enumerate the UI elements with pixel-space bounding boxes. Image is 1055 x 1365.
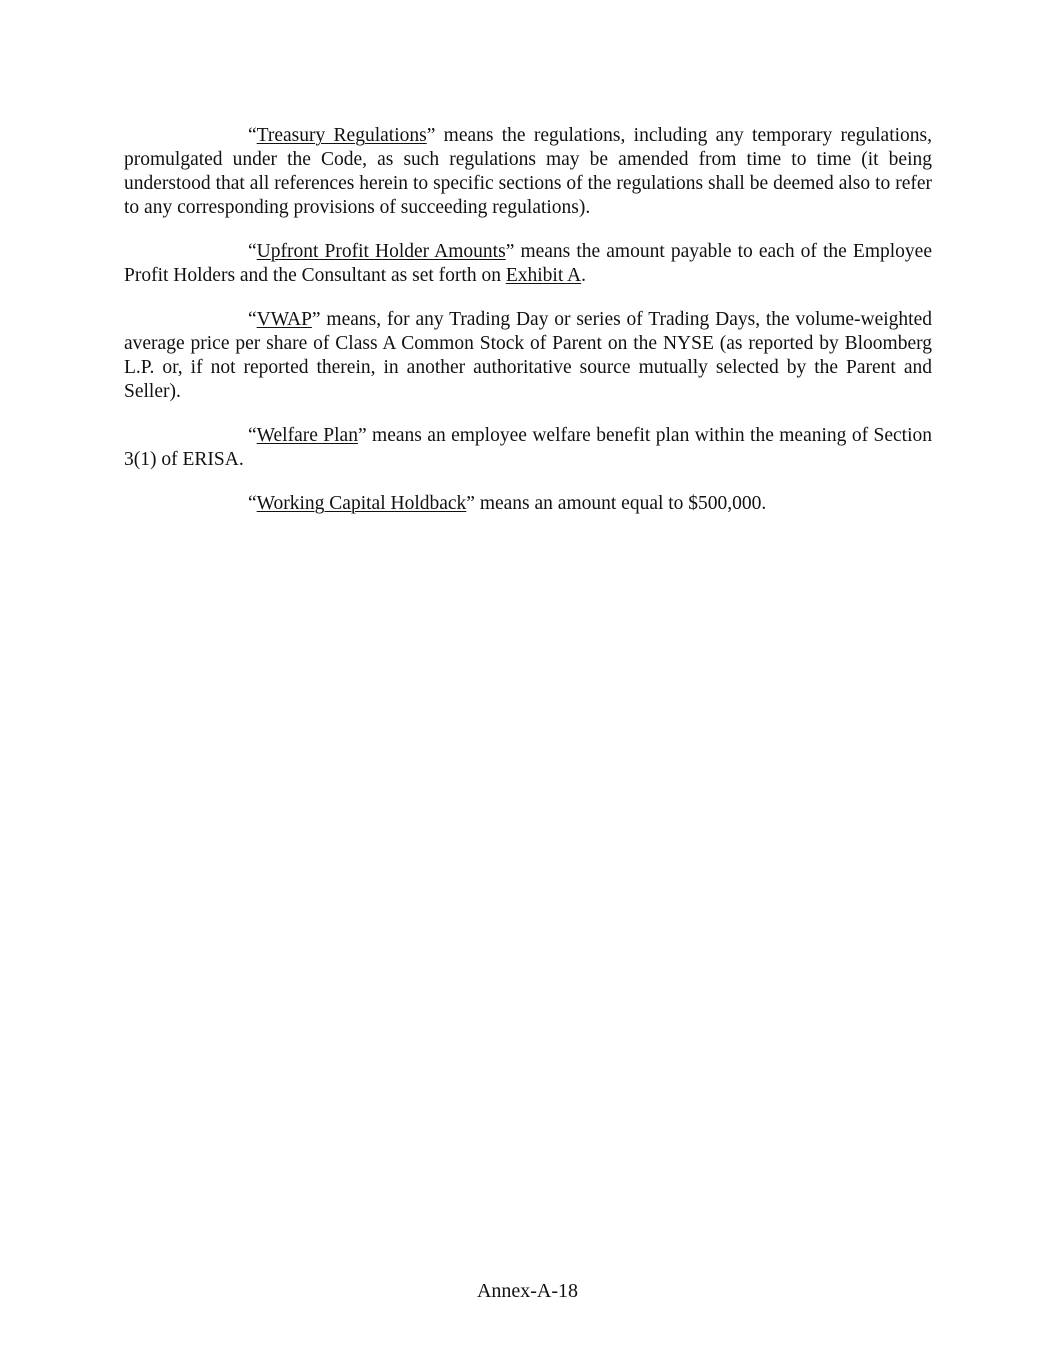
- definition-vwap: [124, 308, 932, 404]
- definition-working-capital-holdback: [124, 492, 932, 516]
- definition-tail: .: [581, 265, 586, 286]
- open-quote: “: [248, 493, 257, 514]
- open-quote: “: [248, 125, 257, 146]
- definition-text: ” means an amount equal to $500,000.: [466, 493, 767, 514]
- definition-text: ” means an employee welfare benefit plan within the meaning of Section 3(1) of ERISA.: [124, 425, 932, 470]
- defined-term: Upfront Profit Holder Amounts: [256, 241, 506, 262]
- open-quote: “: [248, 241, 257, 262]
- open-quote: “: [248, 425, 257, 446]
- definition-upfront-profit-holder-amounts: [124, 240, 932, 288]
- definition-text: ” means, for any Trading Day or series of Trading Days, the volume-weighted average price per share of Class A Common Stock of Parent on the NYSE (as reported by Bloomberg L.P. or, if not reported therein, in another authoritative source mutually selected by the Parent and Seller).: [124, 309, 932, 402]
- exhibit-reference: Exhibit A: [505, 265, 582, 286]
- defined-term: Working Capital Holdback: [256, 493, 467, 514]
- defined-term: VWAP: [256, 309, 312, 330]
- defined-term: Treasury Regulations: [256, 125, 427, 146]
- definition-welfare-plan: [124, 424, 932, 472]
- definitions-list: [124, 124, 932, 536]
- page-number: Annex-A-18: [476, 1280, 579, 1302]
- defined-term: Welfare Plan: [256, 425, 358, 446]
- definition-text: ” means the regulations, including any temporary regulations, promulgated under the Code, as such regulations may be amended from time to time (it being understood that all references herein to specific sections of the regulations shall be deemed also to refer to any corresponding provisions of succeeding regulations).: [124, 125, 932, 218]
- definition-text: ” means the amount payable to each of the Employee Profit Holders and the Consultant as set forth on: [124, 241, 932, 286]
- page-footer: [0, 1278, 1055, 1304]
- open-quote: “: [248, 309, 257, 330]
- definition-treasury-regulations: [124, 124, 932, 220]
